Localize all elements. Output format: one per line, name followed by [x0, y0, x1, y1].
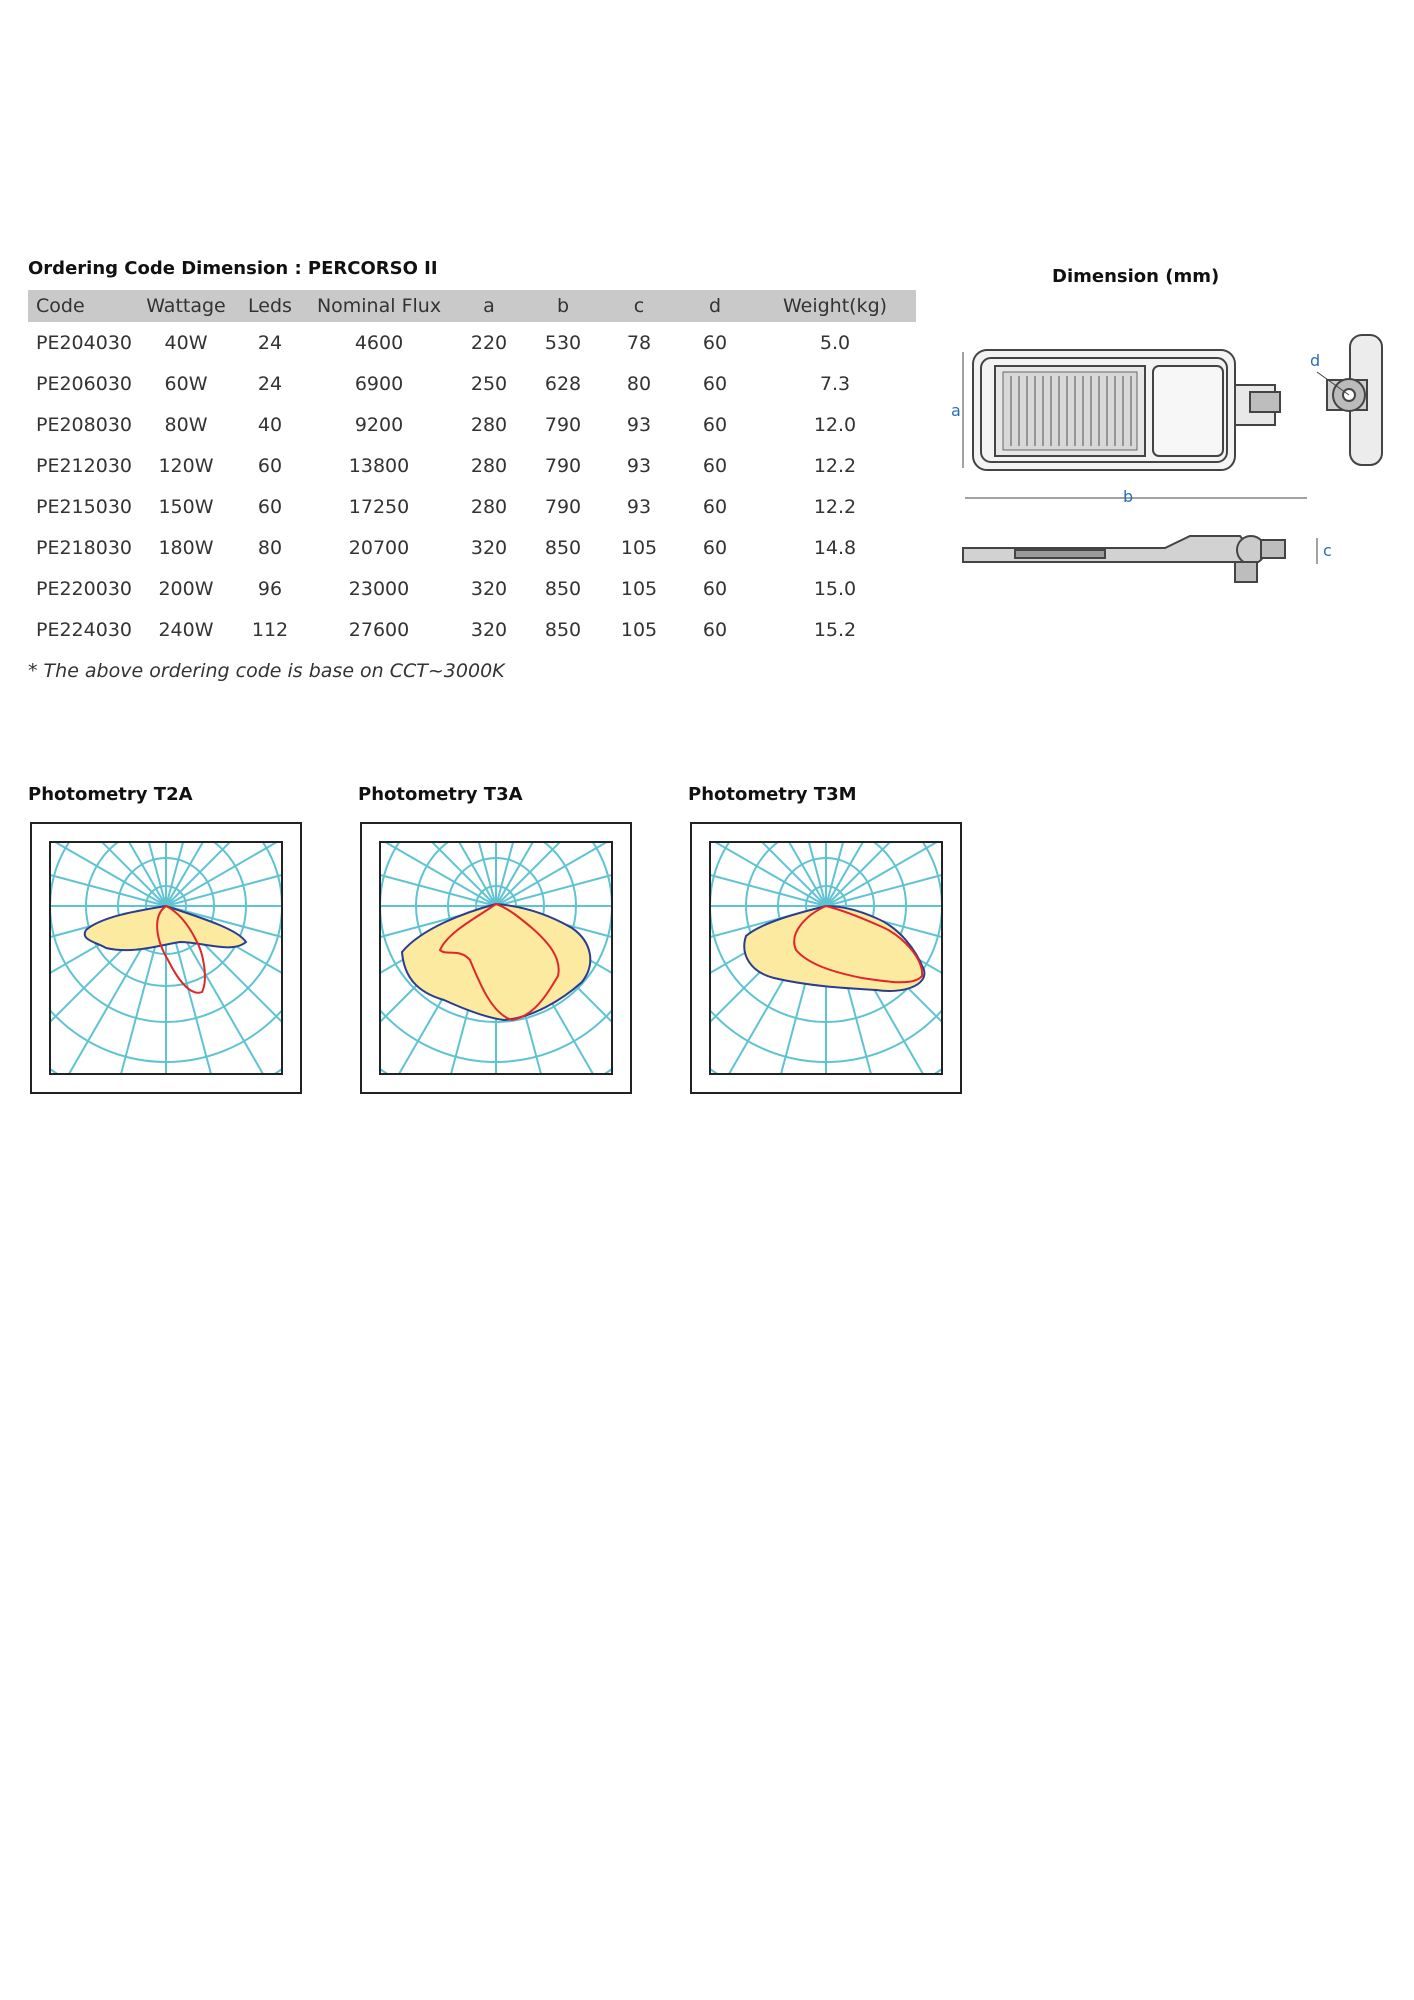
table-cell-nominal-flux: 9200 — [354, 413, 404, 436]
table-cell-nominal-flux: 27600 — [348, 618, 410, 641]
table-cell-b: 790 — [544, 454, 582, 477]
table-cell-d: 60 — [702, 495, 728, 518]
table-cell-d: 60 — [702, 372, 728, 395]
col-header-weight: Weight(kg) — [754, 290, 916, 322]
table-cell-weight-kg: 12.2 — [813, 495, 857, 518]
iso-curve-blue — [85, 906, 246, 950]
table-cell-nominal-flux: 23000 — [348, 577, 410, 600]
table-cell-leds: 80 — [257, 536, 283, 559]
table-cell-b: 628 — [544, 372, 582, 395]
table-cell-wattage: 40W — [164, 331, 208, 354]
table-cell-wattage: 180W — [158, 536, 214, 559]
col-header-c: c — [602, 290, 676, 322]
table-cell-weight-kg: 14.8 — [813, 536, 857, 559]
dimension-title: Dimension (mm) — [1052, 266, 1220, 287]
table-cell-d: 60 — [702, 454, 728, 477]
col-header-flux: Nominal Flux — [304, 290, 454, 322]
col-header-code: Code — [28, 290, 136, 322]
col-header-wattage: Wattage — [136, 290, 236, 322]
table-row — [28, 322, 916, 363]
table-cell-code: PE206030 — [36, 372, 132, 395]
polar-plot-t2a — [32, 824, 300, 1092]
table-cell-c: 80 — [626, 372, 652, 395]
photometry-title-t2a: Photometry T2A — [28, 784, 193, 805]
ordering-note: * The above ordering code is base on CCT~3000K — [28, 660, 505, 682]
ordering-title: Ordering Code Dimension : PERCORSO II — [28, 258, 438, 279]
table-cell-a: 220 — [470, 331, 508, 354]
table-cell-d: 60 — [702, 331, 728, 354]
table-row — [28, 445, 916, 486]
table-cell-b: 850 — [544, 618, 582, 641]
table-cell-weight-kg: 7.3 — [819, 372, 851, 395]
table-cell-leds: 112 — [251, 618, 289, 641]
table-cell-wattage: 200W — [158, 577, 214, 600]
table-cell-leds: 96 — [257, 577, 283, 600]
table-row — [28, 404, 916, 445]
table-cell-d: 60 — [702, 618, 728, 641]
table-cell-wattage: 240W — [158, 618, 214, 641]
photometry-title-t3a: Photometry T3A — [358, 784, 523, 805]
photometry-diagram-t2a — [30, 822, 302, 1094]
luminaire-end-view — [1327, 335, 1382, 465]
table-cell-nominal-flux: 17250 — [348, 495, 410, 518]
table-cell-c: 105 — [620, 577, 658, 600]
table-cell-a: 320 — [470, 577, 508, 600]
table-cell-weight-kg: 12.2 — [813, 454, 857, 477]
table-row — [28, 568, 916, 609]
table-cell-weight-kg: 12.0 — [813, 413, 857, 436]
polar-plot-t3m — [692, 824, 960, 1092]
col-header-d: d — [676, 290, 754, 322]
table-cell-code: PE208030 — [36, 413, 132, 436]
table-cell-d: 60 — [702, 577, 728, 600]
table-cell-b: 850 — [544, 536, 582, 559]
photometry-diagram-t3a — [360, 822, 632, 1094]
table-cell-wattage: 120W — [158, 454, 214, 477]
dim-label-d: d — [1310, 351, 1321, 370]
table-cell-nominal-flux: 6900 — [354, 372, 404, 395]
table-header-row — [28, 290, 916, 322]
dim-label-c: c — [1323, 541, 1332, 560]
table-cell-c: 105 — [620, 536, 658, 559]
table-cell-c: 93 — [626, 413, 652, 436]
table-cell-code: PE218030 — [36, 536, 132, 559]
table-cell-leds: 24 — [257, 331, 283, 354]
ordering-table — [28, 290, 916, 650]
luminaire-side-view — [963, 536, 1285, 582]
col-header-leds: Leds — [236, 290, 304, 322]
table-cell-leds: 24 — [257, 372, 283, 395]
table-cell-code: PE224030 — [36, 618, 132, 641]
table-cell-b: 850 — [544, 577, 582, 600]
table-cell-a: 320 — [470, 536, 508, 559]
photometry-title-t3m: Photometry T3M — [688, 784, 857, 805]
table-cell-b: 790 — [544, 495, 582, 518]
table-row — [28, 486, 916, 527]
photometry-diagram-t3m — [690, 822, 962, 1094]
table-cell-c: 78 — [626, 331, 652, 354]
table-cell-nominal-flux: 13800 — [348, 454, 410, 477]
dim-label-a: a — [951, 401, 961, 420]
table-cell-c: 105 — [620, 618, 658, 641]
table-cell-leds: 60 — [257, 495, 283, 518]
table-cell-leds: 60 — [257, 454, 283, 477]
dimension-drawing — [951, 330, 1385, 610]
table-cell-a: 280 — [470, 495, 508, 518]
table-cell-nominal-flux: 4600 — [354, 331, 404, 354]
table-cell-a: 280 — [470, 413, 508, 436]
table-row — [28, 363, 916, 404]
table-cell-weight-kg: 15.2 — [813, 618, 857, 641]
table-cell-code: PE212030 — [36, 454, 132, 477]
table-cell-weight-kg: 5.0 — [819, 331, 851, 354]
table-row — [28, 609, 916, 650]
iso-curve-blue — [744, 906, 924, 991]
table-cell-b: 530 — [544, 331, 582, 354]
table-cell-wattage: 60W — [164, 372, 208, 395]
table-cell-a: 280 — [470, 454, 508, 477]
table-cell-wattage: 80W — [164, 413, 208, 436]
table-cell-code: PE204030 — [36, 331, 132, 354]
table-cell-d: 60 — [702, 536, 728, 559]
table-cell-nominal-flux: 20700 — [348, 536, 410, 559]
table-row — [28, 527, 916, 568]
table-cell-code: PE220030 — [36, 577, 132, 600]
dim-label-b: b — [1123, 487, 1134, 506]
table-cell-c: 93 — [626, 495, 652, 518]
col-header-a: a — [454, 290, 524, 322]
polar-plot-t3a — [362, 824, 630, 1092]
table-cell-b: 790 — [544, 413, 582, 436]
table-cell-a: 250 — [470, 372, 508, 395]
table-cell-leds: 40 — [257, 413, 283, 436]
table-cell-weight-kg: 15.0 — [813, 577, 857, 600]
col-header-b: b — [524, 290, 602, 322]
table-cell-d: 60 — [702, 413, 728, 436]
table-cell-a: 320 — [470, 618, 508, 641]
table-cell-code: PE215030 — [36, 495, 132, 518]
table-cell-c: 93 — [626, 454, 652, 477]
table-cell-wattage: 150W — [158, 495, 214, 518]
